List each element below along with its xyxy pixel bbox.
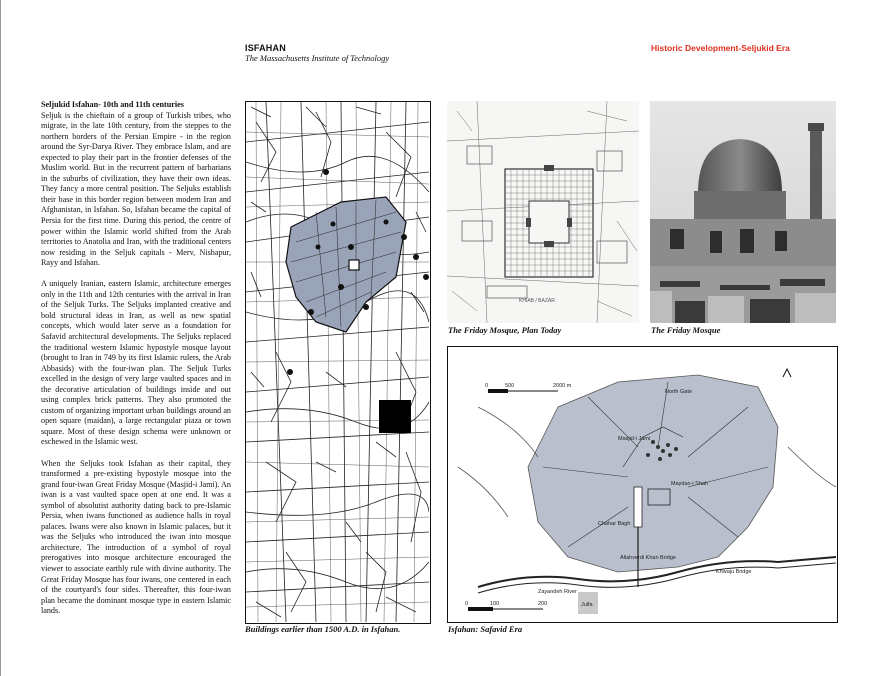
paragraph-2: A uniquely Iranian, eastern Islamic, architecture emerges only in the 11th and 12th centuries with the arrival in Iran of the Seljuk Turks. The Seljuks implanted creative and bold structural ideas in Iran, as well as new spatial concepts, which would later serve as a foundation for Safavid architectural developments. The Seljuks replaced the traditional western Islamic hypostyle mosque layout (brought to Iran in 749 by its first Islamic rulers, the Arab Abbasids) with the four-iwan plan. The Seljuk Turks excelled in the design of very large vaulted spaces and in the decorative articulation of buildings inside and out using complex brick patterns. They also promoted the custom of organizing important urban buildings around an open square (maidan), a large rectangular piaza or town square. Most of these design schema were unknown or eschewed in the Islamic west. [41,279,231,447]
bridge-label: Allahverdi Khan Bridge [620,555,676,561]
scale-bottom-100: 100 [490,601,500,607]
paragraph-1: Seljuk is the chieftain of a group of Turkish tribes, who migrate, in the late 10th century, from the steppes to the northern borders of the Persian Empire - in the region around the Syr-Darya River. They embrace Islam, and are expected to play their part in the frontier defenses of the Muslim world. But in the recurrent pattern of barbarians in the suburbs of civilization, they have their own ideas. They fancy a more central position. The Seljuks establish their base in this border region between modern Iran and Afghanistan, in Isfahan. So, Isfahan became the capital of Persia for the first time. During this period, the centre of power within the Islamic world shifted from the Arab territories to Anatolia and Iran, with the traditional centers now residing in the Seljuk capitals - Merv, Nishapur, Rayy and Isfahan. [41,110,231,268]
scale-bottom-zero: 0 [465,601,469,607]
julfa-label: Julfa [581,602,593,608]
city-map-figure [245,101,431,624]
river-label: Zayandeh River [538,589,577,595]
mosque-photo-figure [650,101,836,323]
chahar-bagh-label: Chahar Bagh [598,521,631,527]
safavid-map-drawing [448,347,836,621]
scale-top-zero: 0 [485,383,489,389]
masjid-label: Masjid-i Jami [618,436,651,442]
khwaju-label: Khwaju Bridge [716,569,752,575]
mosque-plan-drawing [447,101,639,323]
section-heading: Seljukid Isfahan- 10th and 11th centuries [41,100,184,109]
mosque-plan-figure [447,101,639,323]
scale-top-2000: 2000 m [553,383,572,389]
city-map-caption: Buildings earlier than 1500 A.D. in Isfahan. [245,624,401,634]
mosque-plan-caption: The Friday Mosque, Plan Today [448,325,562,335]
mosque-photo-caption: The Friday Mosque [651,325,721,335]
page-title: ISFAHAN [245,43,286,53]
city-map-drawing [246,102,429,622]
page-edge-rule [0,0,1,676]
paragraph-3: When the Seljuks took Isfahan as their capital, they transformed a pre-existing hypostyle mosque into the grand four-iwan Great Friday Mosque (Masjid-i Jami). An iwan is a vast vaulted space open at one end. It was a symbol of absolutist authority dating back to pre-Islamic Persia, when iwans functioned as audience halls in royal palaces. Iwans were also known in Islamic palaces, but it was the Seljuks who introduced the iwan into mosque architecture. The introduction of a symbol of royal prerogatives into mosque architecture encouraged the viewer to associate earthly rule with divine authority. The Great Friday Mosque has four iwans, one centered in each of the courtyard's four sides. Thereafter, this four-iwan plan became the dominant mosque type in eastern Islamic lands. [41,458,231,616]
scale-bottom-200: 200 [538,601,548,607]
scale-top-500: 500 [505,383,515,389]
north-gate-label: North Gate [665,389,692,395]
safavid-map-caption: Isfahan: Safavid Era [448,624,523,634]
plan-street-label: KHIAB / BAZAR [519,298,555,304]
maydan-label: Maydan-i Shah [671,481,708,487]
section-title: Historic Development-Seljukid Era [651,43,790,53]
safavid-map-figure [447,346,838,623]
body-text-column [41,100,231,627]
page-subtitle: The Massachusetts Institute of Technology [245,53,390,63]
mosque-photo-drawing [650,101,836,323]
